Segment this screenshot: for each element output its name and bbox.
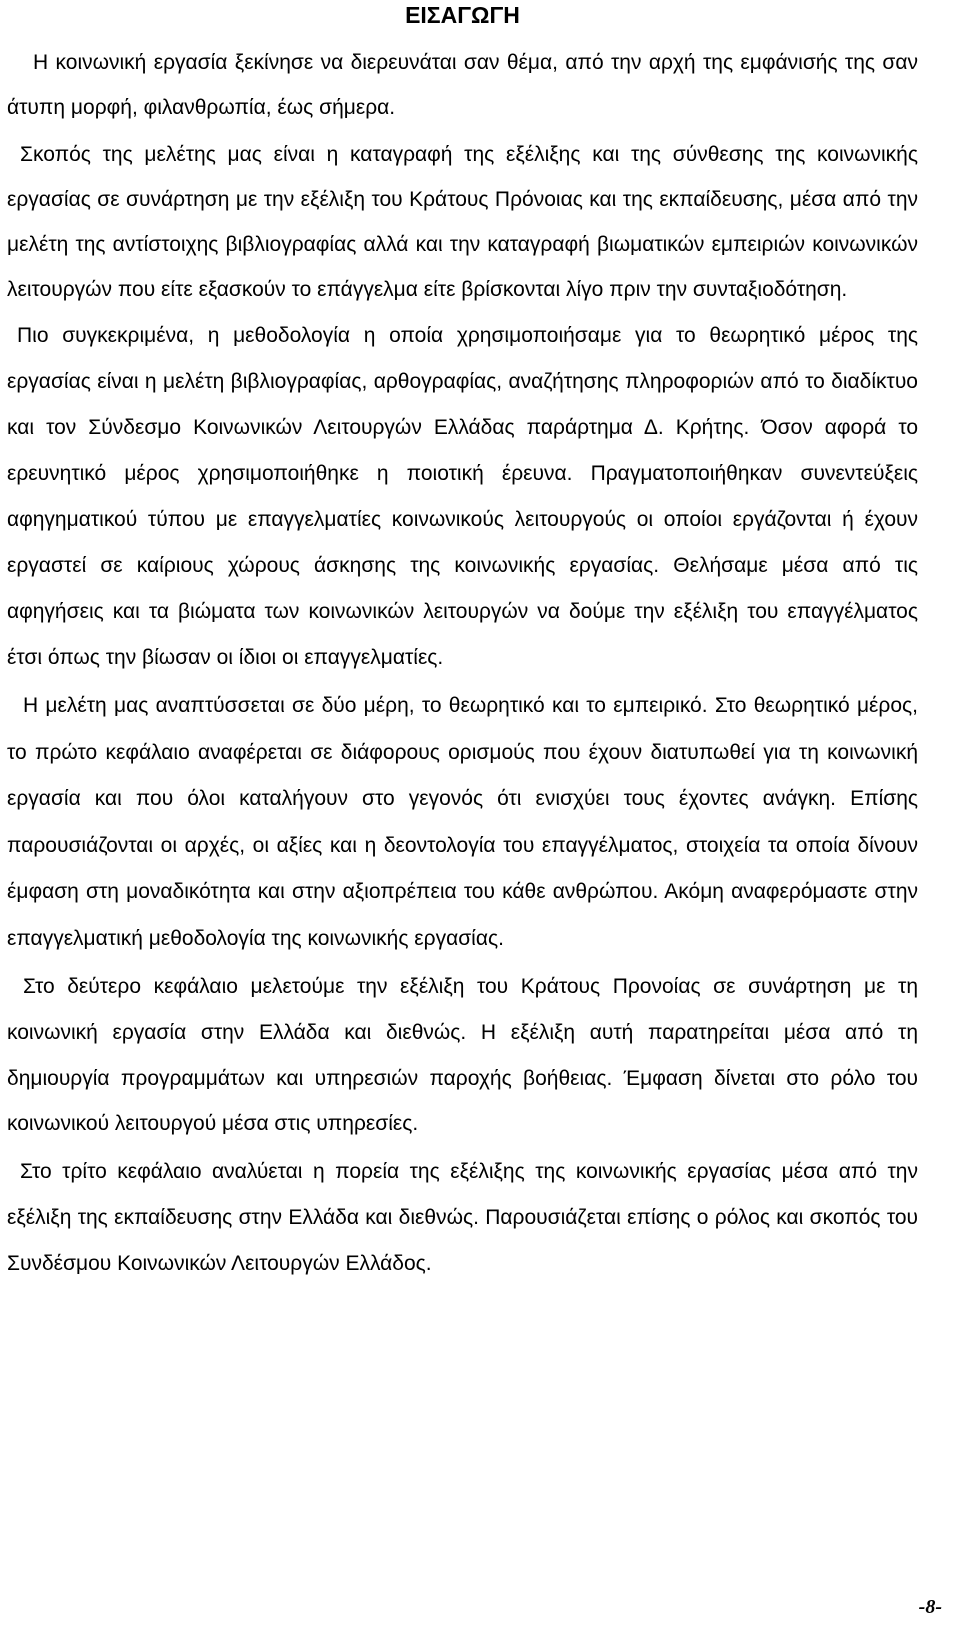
document-title: ΕΙΣΑΓΩΓΗ [405,2,520,28]
paragraph-methodology: Πιο συγκεκριμένα, η μεθοδολογία η οποία χρησιμοποιήσαμε για το θεωρητικό μέρος της εργασίας είναι η μελέτη βιβλιογραφίας, αρθογραφίας, αναζήτησης πληροφοριών από το διαδίκτυο και τον Σύνδεσμο Κοινωνικών Λειτουργών Ελλάδας παράρτημα Δ. Κρήτης. Όσον αφορά το ερευνητικό μέρος χρησιμοποιήθηκε η ποιοτική έρευνα. Πραγματοποιήθηκαν συνεντεύξεις αφηγηματικού τύπου με επαγγελματίες κοινωνικούς λειτουργούς οι οποίοι εργάζονται ή έχουν εργαστεί σε καίριους χώρους άσκησης της κοινωνικής εργασίας. Θελήσαμε μέσα από τις αφηγήσεις και τα βιώματα των κοινωνικών λειτουργών να δούμε την εξέλιξη του επαγγέλματος έτσι όπως την βίωσαν οι ίδιοι οι επαγγελματίες. [7,324,918,669]
document-page [7,0,918,1287]
paragraph-chapter-three: Στο τρίτο κεφάλαιο αναλύεται η πορεία της εξέλιξης της κοινωνικής εργασίας μέσα από την εξέλιξη της εκπαίδευσης στην Ελλάδα και διεθνώς. Παρουσιάζεται επίσης ο ρόλος και σκοπός του Συνδέσμου Κοινωνικών Λειτουργών Ελλάδος. [7,1160,918,1276]
paragraph-structure: Η μελέτη μας αναπτύσσεται σε δύο μέρη, το θεωρητικό και το εμπειρικό. Στο θεωρητικό μέρος, το πρώτο κεφάλαιο αναφέρεται σε διάφορους ορισμούς που έχουν διατυπωθεί για τη κοινωνική εργασία και που όλοι καταλήγουν στο γεγονός ότι ενισχύει τους έχοντες ανάγκη. Επίσης παρουσιάζονται οι αρχές, οι αξίες και η δεοντολογία του επαγγέλματος, στοιχεία τα οποία δίνουν έμφαση στη μοναδικότητα και στην αξιοπρέπεια του κάθε ανθρώπου. Ακόμη αναφερόμαστε στην επαγγελματική μεθοδολογία της κοινωνικής εργασίας. [7,694,918,950]
paragraph-purpose: Σκοπός της μελέτης μας είναι η καταγραφή της εξέλιξης και της σύνθεσης της κοινωνικής εργασίας σε συνάρτηση με την εξέλιξη του Κράτους Πρόνοιας και της εκπαίδευσης, μέσα από την μελέτη της αντίστοιχης βιβλιογραφίας αλλά και την καταγραφή βιωματικών εμπειριών κοινωνικών λειτουργών που είτε εξασκούν το επάγγελμα είτε βρίσκονται λίγο πριν την συνταξιοδότηση. [7,143,918,301]
paragraph-chapter-two: Στο δεύτερο κεφάλαιο μελετούμε την εξέλιξη του Κράτους Προνοίας σε συνάρτηση με τη κοινωνική εργασία στην Ελλάδα και διεθνώς. Η εξέλιξη αυτή παρατηρείται μέσα από τη δημιουργία προγραμμάτων και υπηρεσιών παροχής βοήθειας. Έμφαση δίνεται στο ρόλο του κοινωνικού λειτουργού μέσα στις υπηρεσίες. [7,975,918,1136]
page-number: -8- [918,1596,942,1618]
paragraph-intro: Η κοινωνική εργασία ξεκίνησε να διερευνάται σαν θέμα, από την αρχή της εμφάνισής της σαν άτυπη μορφή, φιλανθρωπία, έως σήμερα. [7,51,918,119]
